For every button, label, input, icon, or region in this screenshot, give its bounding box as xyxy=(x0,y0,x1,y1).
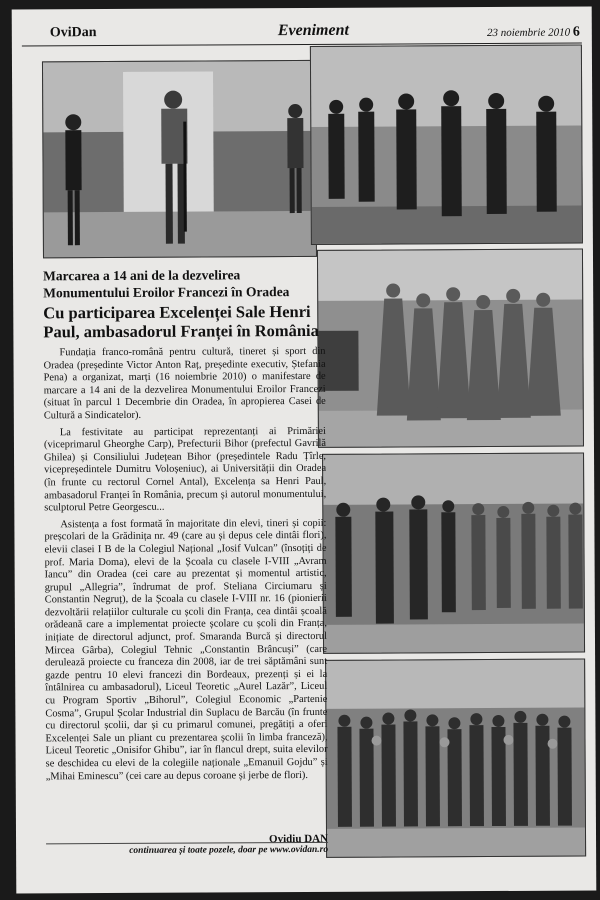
page-header xyxy=(22,21,582,47)
article-paragraph: Fundația franco-română pentru cultură, tineret și sport din Oradea (președinte Victor Anton Raț, președinte executiv, Ștefania Pena) a organizat, marți (16 noiembrie 2010) o manifestare de marcare a 14 ani de la dezvelirea Monumentului Eroilor Francezi (situat în parcul 1 Decembrie din Oradea, în apropierea Casei de Cultură a Sindicatelor). xyxy=(43,345,326,422)
photo-officials-group xyxy=(310,45,583,245)
photo-students-officials xyxy=(322,453,585,654)
article xyxy=(43,266,329,846)
continuation-note: continuarea și toate pozele, doar pe www.ovidan.ro xyxy=(46,842,328,856)
article-body xyxy=(43,346,327,784)
article-paragraph: La festivitate au participat reprezentanți ai Primăriei (viceprimarul Gheorghe Carp), Prefecturii Bihor (prefectul Gavrilă Ghilea) și Consiliului Județean Bihor (președintele Radu Țîrle, vicepreședintele Dumitru Voloșeniuc), ai Universității din Oradea (în frunte cu rectorul Cornel Antal), Excelența sa Henri Paul, ambasadorul Franței în România, precum și autorul monumentului, sculptorul Petre Georgescu... xyxy=(43,425,327,514)
issue-date-page xyxy=(487,25,580,41)
photo-speaker-at-monument xyxy=(42,60,317,258)
photo-artistic-group xyxy=(317,249,584,448)
page-number: 6 xyxy=(572,24,580,40)
section-title: Eveniment xyxy=(277,21,349,40)
author-signature: Ovidiu DAN xyxy=(269,832,329,846)
article-kicker: Marcarea a 14 ani de la dezvelirea Monumentului Eroilor Francezi în Oradea xyxy=(43,267,290,301)
newspaper-page xyxy=(12,6,597,893)
article-headline: Cu participarea Excelenței Sale Henri Paul, ambasadorul Franței în România xyxy=(43,301,319,342)
photo-student-crowd xyxy=(325,659,586,858)
paper-name: OviDan xyxy=(49,25,97,41)
issue-date: 23 noiembrie 2010 xyxy=(486,26,571,40)
article-paragraph: Asistența a fost formată în majoritate din elevi, tineri și copii: preșcolari de la Grădinița nr. 49 (care au și depus cele dintâi flori), elevii clasei I B de la Colegiul Național „Iosif Vulcan” (însoțiți de prof. Maria Doma), elevi de la Școala cu clasele I-VIII „Avram Iancu” din Oradea (cei care au prezentat și momentul artistic, grupul „Allegria”, îndrumat de prof. Steliana Circiumaru și Constantin Negruț), de la Școala cu clasele I-VIII nr. 16 (pionierii dezvoltării relațiilor culturale cu școli din Franța, cea dintâi școală orădeană care a implementat proiecte școlare cu școli din Franța, inițiate de directorul adjunct, prof. Smaranda Burcă și directorul Mircea Gârba), Colegiul Tehnic „Constantin Brâncuși” (care derulează proiecte cu franceza din 2008, iar de trei săptămâni sunt gazde pentru 10 elevi francezi din Bordeaux, prezenți și ei la întâlnirea cu ambasadorul), Liceul Teoretic „Aurel Lazăr”, Liceul cu Program Sportiv „Bihorul”, Colegiul Economic „Partenie Cosma”, Grupul Școlar Industrial din Suplacu de Barcău (în frunte cu directorul școlii, dar și cu primarul comunei, pregătiți a oferi Excelenței Sale un pliant cu prezentarea școlii în limba franceză), Liceul Teoretic „Onisifor Ghibu”, iar în flancul drept, suita elevilor se deschidea cu elevi de la colegiile naționale „Emanuil Gojdu” și „Mihai Eminescu” (cei care au depus coroane și jerbe de flori). xyxy=(44,517,328,782)
